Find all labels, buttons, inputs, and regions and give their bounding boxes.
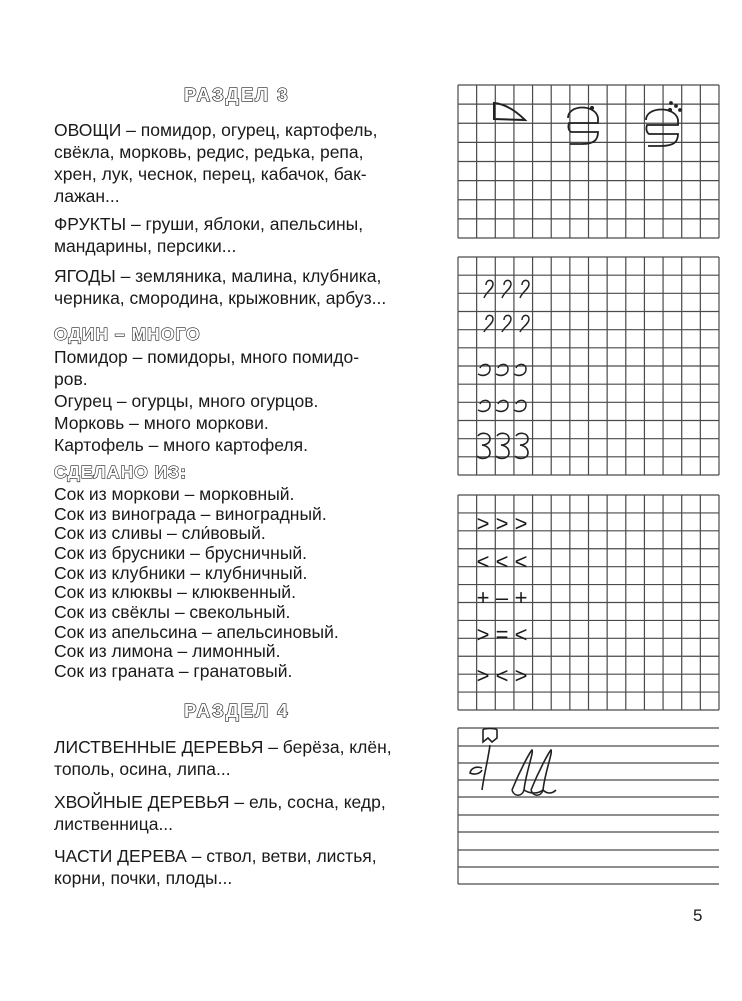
grid-lines	[458, 85, 719, 884]
tulip-drawing	[470, 729, 497, 791]
snail-drawing-2	[568, 107, 598, 144]
text-line: ХВОЙНЫЕ ДЕРЕВЬЯ – ель, сосна, кедр,	[54, 792, 386, 812]
text-line: Сок из апельсина – апельсиновый.	[54, 622, 339, 642]
page-number: 5	[693, 906, 703, 925]
section-4-title: РАЗДЕЛ 4	[184, 700, 290, 721]
practice-symbol: <	[495, 549, 509, 574]
text-line: Морковь – много моркови.	[54, 413, 269, 433]
section-3-title: РАЗДЕЛ 3	[184, 84, 290, 105]
text-line: черника, смородина, крыжовник, арбуз...	[54, 288, 387, 308]
text-line: Сок из клюквы – клюквенный.	[54, 582, 296, 602]
text-line: лажан...	[54, 186, 120, 206]
text-line: тополь, осина, липа...	[54, 759, 231, 779]
practice-symbol: –	[495, 585, 509, 610]
practice-symbol: >	[514, 511, 528, 536]
text-line: Сок из свёклы – свекольный.	[54, 602, 291, 622]
text-line: Сок из клубники – клубничный.	[54, 563, 308, 583]
text-line: хрен, лук, чеснок, перец, кабачок, бак-	[54, 164, 367, 184]
text-line: ров.	[54, 369, 88, 389]
snail-drawing-1	[494, 103, 525, 120]
practice-symbol: <	[514, 622, 528, 647]
text-line: Сок из сливы – сли́вовый.	[54, 523, 266, 543]
text-line: Сок из моркови – морковный.	[54, 484, 295, 504]
cursive-letters	[512, 750, 556, 795]
text-line: лиственница...	[54, 814, 174, 834]
text-line: Сок из винограда – виноградный.	[54, 504, 327, 524]
text-line: Сок из брусники – брусничный.	[54, 543, 308, 563]
text-line: ФРУКТЫ – груши, яблоки, апельсины,	[54, 214, 364, 234]
text-line: ЛИСТВЕННЫЕ ДЕРЕВЬЯ – берёза, клён,	[54, 737, 392, 757]
text-line: ОВОЩИ – помидор, огурец, картофель,	[54, 120, 378, 140]
text-line: Сок из лимона – лимонный.	[54, 641, 281, 661]
practice-symbol: <	[514, 549, 528, 574]
practice-symbol: +	[514, 585, 528, 610]
symbol-rows	[477, 511, 528, 688]
practice-symbol: >	[514, 663, 528, 688]
text-line: Огурец – огурцы, много огурцов.	[54, 391, 319, 411]
practice-symbol: =	[495, 622, 509, 647]
one-many-heading: ОДИН – МНОГО	[54, 324, 201, 344]
practice-symbol: +	[476, 585, 490, 610]
hook-row-1	[484, 280, 529, 298]
practice-symbol: >	[476, 511, 490, 536]
text-line: свёкла, морковь, редис, редька, репа,	[54, 142, 364, 162]
made-of-heading: СДЕЛАНО ИЗ:	[54, 462, 187, 482]
practice-symbol: <	[476, 549, 490, 574]
text-line: Картофель – много картофеля.	[54, 435, 308, 455]
text-line: ЯГОДЫ – земляника, малина, клубника,	[54, 266, 382, 286]
text-line: мандарины, персики...	[54, 236, 237, 256]
hook-row-5	[477, 433, 528, 458]
text-line: корни, почки, плоды...	[54, 868, 233, 888]
practice-symbol: >	[476, 663, 490, 688]
text-line: ЧАСТИ ДЕРЕВА – ствол, ветви, листья,	[54, 846, 377, 866]
text-line: Сок из граната – гранатовый.	[54, 661, 293, 681]
text-line: Помидор – помидоры, много помидо-	[54, 347, 360, 367]
practice-symbol: >	[495, 511, 509, 536]
practice-symbol: >	[476, 622, 490, 647]
practice-symbol: <	[495, 663, 509, 688]
